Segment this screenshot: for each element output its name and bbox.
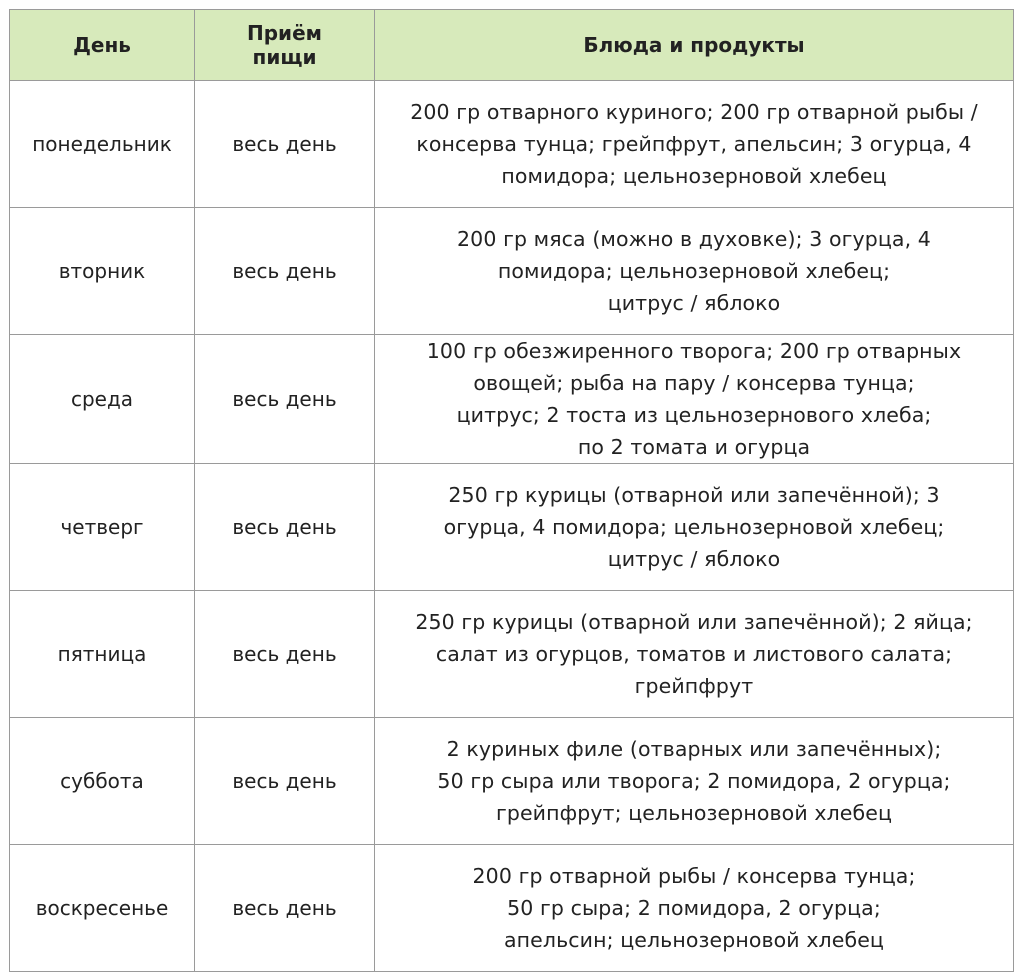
day-cell: среда xyxy=(10,335,195,464)
table-row xyxy=(10,718,1014,845)
meal-cell: весь день xyxy=(195,335,375,464)
food-line: помидора; цельнозерновой хлебец xyxy=(501,164,887,188)
food-line: по 2 томата и огурца xyxy=(577,435,811,459)
food-cell xyxy=(375,208,1014,335)
food-cell xyxy=(375,81,1014,208)
food-line: огурца, 4 помидора; цельнозерновой хлебец; xyxy=(443,515,945,539)
header-day: День xyxy=(10,10,195,81)
food-line: 2 куриных филе (отварных или запечённых); xyxy=(446,737,942,761)
food-line: 250 гр курицы (отварной или запечённой); 3 xyxy=(448,483,940,507)
food-line: 50 гр сыра; 2 помидора, 2 огурца; xyxy=(507,896,881,920)
food-line: грейпфрут xyxy=(634,674,754,698)
food-line: 250 гр курицы (отварной или запечённой); 2 яйца; xyxy=(415,610,973,634)
food-line: 200 гр отварного куриного; 200 гр отварной рыбы / xyxy=(410,100,978,124)
day-cell: понедельник xyxy=(10,81,195,208)
table-row xyxy=(10,591,1014,718)
meal-cell: весь день xyxy=(195,718,375,845)
food-line: 200 гр отварной рыбы / консерва тунца; xyxy=(472,864,916,888)
day-cell: вторник xyxy=(10,208,195,335)
table-row xyxy=(10,845,1014,972)
table-row xyxy=(10,81,1014,208)
header-meal xyxy=(195,10,375,81)
food-line: грейпфрут; цельнозерновой хлебец xyxy=(495,801,893,825)
table-row xyxy=(10,335,1014,464)
day-cell: суббота xyxy=(10,718,195,845)
food-line: 100 гр обезжиренного творога; 200 гр отварных xyxy=(426,339,962,363)
diet-table xyxy=(9,9,1014,972)
meal-cell: весь день xyxy=(195,464,375,591)
food-cell xyxy=(375,845,1014,972)
meal-cell: весь день xyxy=(195,81,375,208)
header-meal-line-1: Приём xyxy=(247,21,322,45)
food-cell xyxy=(375,464,1014,591)
day-cell: воскресенье xyxy=(10,845,195,972)
food-line: консерва тунца; грейпфрут, апельсин; 3 огурца, 4 xyxy=(416,132,972,156)
meal-cell: весь день xyxy=(195,845,375,972)
food-line: цитрус; 2 тоста из цельнозернового хлеба; xyxy=(456,403,932,427)
food-cell xyxy=(375,335,1014,464)
table-row xyxy=(10,208,1014,335)
food-line: цитрус / яблоко xyxy=(607,547,781,571)
food-line: овощей; рыба на пару / консерва тунца; xyxy=(473,371,915,395)
header-row xyxy=(10,10,1014,81)
meal-cell: весь день xyxy=(195,208,375,335)
food-line: 50 гр сыра или творога; 2 помидора, 2 огурца; xyxy=(437,769,951,793)
day-cell: пятница xyxy=(10,591,195,718)
food-line: помидора; цельнозерновой хлебец; xyxy=(497,259,891,283)
table-row xyxy=(10,464,1014,591)
day-cell: четверг xyxy=(10,464,195,591)
food-line: 200 гр мяса (можно в духовке); 3 огурца, 4 xyxy=(457,227,931,251)
food-line: салат из огурцов, томатов и листового салата; xyxy=(435,642,953,666)
header-meal-line-2: пищи xyxy=(252,45,317,69)
food-line: цитрус / яблоко xyxy=(607,291,781,315)
food-cell xyxy=(375,718,1014,845)
meal-cell: весь день xyxy=(195,591,375,718)
food-cell xyxy=(375,591,1014,718)
header-food: Блюда и продукты xyxy=(375,10,1014,81)
food-line: апельсин; цельнозерновой хлебец xyxy=(504,928,884,952)
